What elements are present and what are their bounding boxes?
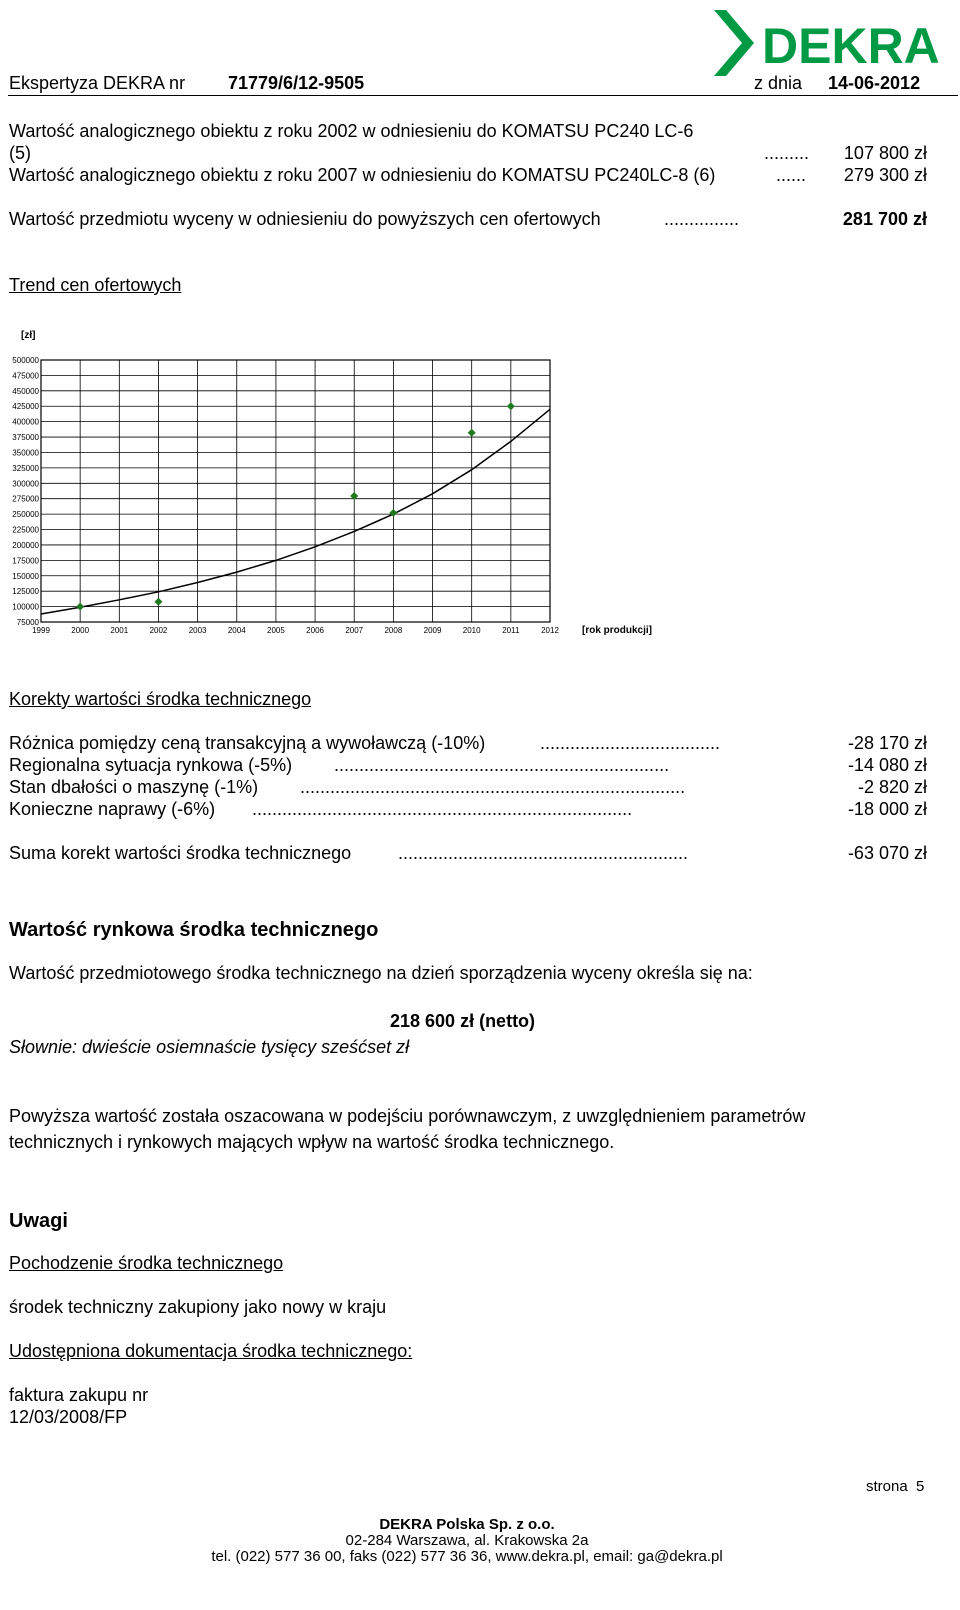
chart-x-tick-label: 2007	[345, 626, 364, 635]
chart-y-tick-label: 225000	[12, 525, 39, 535]
market-value-note-line2: technicznych i rynkowych mających wpływ na wartość środka technicznego.	[9, 1132, 615, 1152]
chart-y-tick-label: 400000	[12, 417, 39, 427]
chart-x-label: [rok produkcji]	[582, 625, 653, 636]
chart-x-tick-label: 2002	[149, 626, 168, 635]
correction-4-dots: ............................................................................	[252, 799, 633, 819]
chart-y-tick-label: 100000	[12, 602, 39, 612]
footer-company: DEKRA Polska Sp. z o.o.	[379, 1516, 555, 1533]
chart-x-tick-label: 2009	[423, 626, 442, 635]
chart-x-tick-label: 2011	[502, 626, 520, 635]
chart-y-tick-label: 425000	[12, 402, 39, 412]
footer-address: 02-284 Warszawa, al. Krakowska 2a	[345, 1532, 589, 1549]
market-value-in-words: Słownie: dwieście osiemnaście tysięcy sześćset zł	[9, 1037, 410, 1057]
report-number: 71779/6/12-9505	[228, 73, 365, 93]
comparison-2-dots: ......	[776, 165, 807, 185]
chart-y-tick-label: 300000	[12, 479, 39, 489]
comparison-1-value: 107 800 zł	[843, 143, 927, 163]
chart-y-tick-label: 175000	[12, 556, 39, 566]
chart-y-tick-label: 350000	[12, 448, 39, 458]
docs-line2: 12/03/2008/FP	[9, 1407, 128, 1427]
report-date: 14-06-2012	[828, 73, 921, 93]
chart-x-tick-label: 2010	[462, 626, 481, 635]
corrections-sum-dots: ..........................................................	[398, 843, 689, 863]
chart-x-tick-label: 2012	[541, 626, 559, 635]
chart-y-tick-label: 375000	[12, 433, 39, 443]
chart-x-tick-label: 2006	[306, 626, 324, 635]
market-value-amount: 218 600 zł (netto)	[390, 1011, 536, 1031]
price-trend-chart	[0, 320, 700, 660]
comparison-1-label-line1: Wartość analogicznego obiektu z roku 2002 w odniesieniu do KOMATSU PC240 LC-6	[9, 121, 694, 141]
comparison-1-dots: .........	[764, 143, 810, 163]
chart-x-tick-label: 2003	[188, 626, 207, 635]
date-label: z dnia	[754, 73, 803, 93]
chart-grid	[41, 360, 550, 622]
correction-3-dots: .............................................................................	[300, 777, 686, 797]
chart-y-tick-label: 125000	[12, 587, 39, 597]
correction-1-label: Różnica pomiędzy ceną transakcyjną a wywoławczą (-10%)	[9, 733, 486, 753]
chart-x-tick-label: 1999	[32, 626, 50, 635]
correction-4-value: -18 000 zł	[847, 799, 927, 819]
footer-contact: tel. (022) 577 36 00, faks (022) 577 36 36, www.dekra.pl, email: ga@dekra.pl	[211, 1548, 723, 1565]
chart-x-tick-label: 2004	[227, 626, 246, 635]
market-value-intro: Wartość przedmiotowego środka technicznego na dzień sporządzenia wyceny określa się na:	[9, 963, 753, 983]
comparison-2-label: Wartość analogicznego obiektu z roku 2007 w odniesieniu do KOMATSU PC240LC-8 (6)	[9, 165, 716, 185]
market-value-note-line1: Powyższa wartość została oszacowana w podejściu porównawczym, z uwzględnieniem parametrów	[9, 1106, 806, 1126]
subject-value-dots: ...............	[664, 209, 740, 229]
subject-value-label: Wartość przedmiotu wyceny w odniesieniu do powyższych cen ofertowych	[9, 209, 601, 229]
docs-heading: Udostępniona dokumentacja środka technicznego:	[9, 1341, 413, 1361]
origin-heading: Pochodzenie środka technicznego	[9, 1253, 284, 1273]
chart-y-tick-label: 500000	[12, 356, 39, 365]
correction-2-dots: ...................................................................	[334, 755, 670, 775]
chart-x-tick-label: 2000	[71, 626, 90, 635]
page-label: strona	[866, 1478, 908, 1495]
trend-heading: Trend cen ofertowych	[9, 275, 182, 295]
correction-3-value: -2 820 zł	[857, 777, 927, 797]
chart-y-tick-label: 450000	[12, 386, 39, 396]
docs-line1: faktura zakupu nr	[9, 1385, 149, 1405]
header-label: Ekspertyza DEKRA nr	[9, 73, 186, 93]
correction-3-label: Stan dbałości o maszynę (-1%)	[9, 777, 259, 797]
dekra-logo-graphic	[712, 8, 952, 78]
correction-2-value: -14 080 zł	[847, 755, 927, 775]
market-value-heading: Wartość rynkowa środka technicznego	[9, 919, 379, 941]
chart-y-tick-label: 150000	[12, 571, 39, 581]
header-divider	[8, 95, 958, 96]
page-number: 5	[916, 1478, 925, 1495]
chart-x-ticks	[32, 626, 559, 635]
corrections-heading: Korekty wartości środka technicznego	[9, 689, 312, 709]
remarks-heading: Uwagi	[9, 1210, 68, 1232]
chart-y-tick-label: 275000	[12, 494, 39, 504]
correction-1-dots: ....................................	[540, 733, 721, 753]
chart-y-ticks	[12, 356, 39, 627]
correction-4-label: Konieczne naprawy (-6%)	[9, 799, 216, 819]
chart-x-tick-label: 2005	[267, 626, 285, 635]
subject-value-amount: 281 700 zł	[842, 209, 927, 229]
comparison-1-label-line2: (5)	[9, 143, 31, 163]
correction-2-label: Regionalna sytuacja rynkowa (-5%)	[9, 755, 293, 775]
chart-y-label: [zł]	[21, 330, 36, 341]
chart-y-tick-label: 250000	[12, 510, 39, 520]
logo-text: DEKRA	[762, 18, 940, 74]
correction-1-value: -28 170 zł	[847, 733, 927, 753]
chart-y-tick-label: 475000	[12, 371, 39, 381]
corrections-sum-label: Suma korekt wartości środka technicznego	[9, 843, 352, 863]
chart-y-tick-label: 200000	[12, 540, 39, 550]
chart-plot-area	[41, 360, 550, 622]
chart-x-tick-label: 2008	[384, 626, 403, 635]
chart-y-tick-label: 75000	[16, 618, 39, 627]
chart-y-tick-label: 325000	[12, 463, 39, 473]
origin-text: środek techniczny zakupiony jako nowy w kraju	[9, 1297, 387, 1317]
comparison-2-value: 279 300 zł	[843, 165, 927, 185]
chart-x-tick-label: 2001	[110, 626, 129, 635]
corrections-sum-value: -63 070 zł	[847, 843, 927, 863]
